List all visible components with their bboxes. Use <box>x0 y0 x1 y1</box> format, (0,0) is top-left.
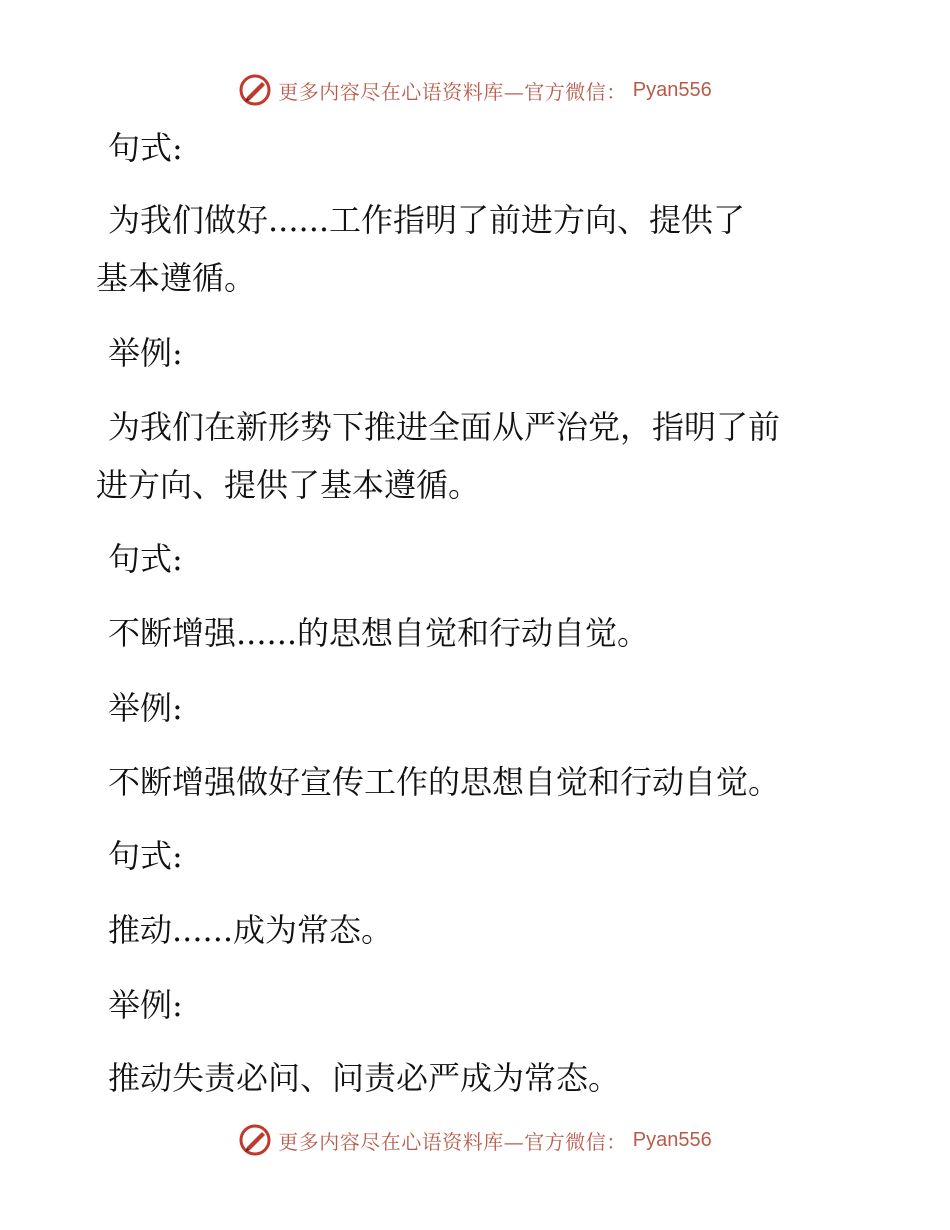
text-line-14: 推动失责必问、问责必严成为常态。 <box>108 1059 621 1097</box>
text-line-4: 举例: <box>108 334 183 372</box>
text-line-11: 句式: <box>108 837 183 875</box>
header-watermark <box>0 70 950 110</box>
text-line-3: 基本遵循。 <box>96 259 257 297</box>
text-line-5: 为我们在新形势下推进全面从严治党，指明了前 <box>108 408 781 446</box>
footer-watermark <box>0 1120 950 1160</box>
text-line-9: 举例: <box>108 689 183 727</box>
text-line-10: 不断增强做好宣传工作的思想自觉和行动自觉。 <box>108 763 781 801</box>
watermark-text: 更多内容尽在心语资料库—官方微信： <box>278 79 627 104</box>
text-line-2: 为我们做好......工作指明了前进方向、提供了 <box>108 201 746 239</box>
text-line-1: 句式: <box>108 129 183 167</box>
text-line-6: 进方向、提供了基本遵循。 <box>96 466 481 504</box>
pen-logo-icon <box>238 1123 272 1157</box>
text-line-13: 举例: <box>108 986 183 1024</box>
watermark-text: 更多内容尽在心语资料库—官方微信： <box>278 1129 627 1154</box>
pen-logo-icon <box>238 73 272 107</box>
text-line-12: 推动......成为常态。 <box>108 911 394 949</box>
text-line-7: 句式: <box>108 540 183 578</box>
text-line-8: 不断增强......的思想自觉和行动自觉。 <box>108 614 650 652</box>
watermark-handle: Pyan556 <box>632 1128 712 1151</box>
watermark-handle: Pyan556 <box>632 78 712 101</box>
